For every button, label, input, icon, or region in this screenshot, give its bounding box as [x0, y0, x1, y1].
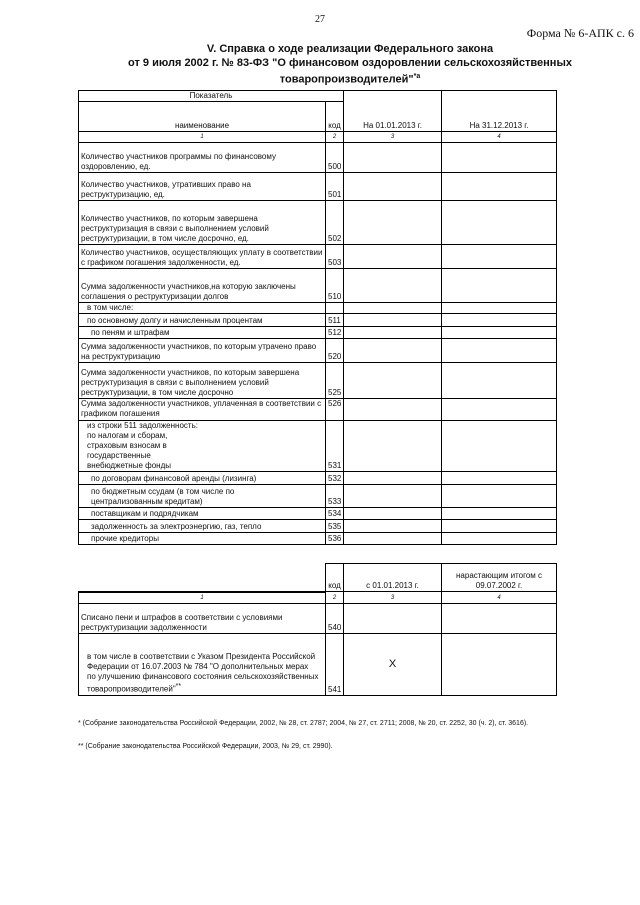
row-name: из строки 511 задолженность: по налогам и сборам, страховым взносам в государственные внебюджетные фонды: [79, 421, 326, 472]
title-line-2: от 9 июля 2002 г. № 83-ФЗ "О финансовом оздоровлении сельскохозяйственных: [128, 57, 572, 69]
value-cell[interactable]: [442, 472, 557, 485]
value-cell[interactable]: [344, 339, 442, 363]
column-number: 4: [442, 592, 557, 604]
value-cell[interactable]: [442, 508, 557, 520]
header-code: код: [326, 102, 344, 132]
row-name: по бюджетным ссудам (в том числе по централизованным кредитам): [79, 485, 326, 508]
title-note-mark: *а: [413, 73, 421, 80]
value-cell[interactable]: [442, 327, 557, 339]
row-name: Списано пени и штрафов в соответствии с условиями реструктуризации задолженности: [79, 603, 326, 633]
row-code: 536: [326, 533, 344, 545]
table-row: [79, 173, 557, 201]
row-name: прочие кредиторы: [79, 533, 326, 545]
table-row: [79, 269, 557, 303]
table-row: [79, 633, 557, 695]
value-cell[interactable]: [344, 143, 442, 173]
title-line-3: товаропроизводителей"$^{*а}$: [279, 73, 421, 86]
row-name: по пеням и штрафам: [79, 327, 326, 339]
table-row: [79, 603, 557, 633]
table-row: [79, 314, 557, 327]
value-cell[interactable]: [344, 269, 442, 303]
row-code: 502: [326, 201, 344, 245]
column-number: 1: [79, 592, 326, 604]
value-cell[interactable]: [344, 314, 442, 327]
row-code: 534: [326, 508, 344, 520]
row-code: 512: [326, 327, 344, 339]
row-code: 526: [326, 399, 344, 421]
header-col3: На 01.01.2013 г.: [344, 91, 442, 132]
footnote-1: * (Собрание законодательства Российской Федерации, 2002, № 28, ст. 2787; 2004, № 27, ст. 2711; 2008, № 20, ст. 2252, 30 (ч. 2), ст. 3616).: [78, 720, 529, 727]
table-row: [79, 399, 557, 421]
row-code: 541: [326, 633, 344, 695]
row-name: в том числе в соответствии с Указом Президента Российской Федерации от 16.07.2003 № 784 "О дополнительных мерах по улучшению финансового состояния сельскохозяйственных товаропроизводителей"**: [79, 633, 326, 695]
table-row: [79, 303, 557, 314]
value-cell[interactable]: [442, 363, 557, 399]
value-cell[interactable]: [442, 485, 557, 508]
value-cell[interactable]: [442, 421, 557, 472]
table-row: [79, 508, 557, 520]
value-cell[interactable]: [344, 508, 442, 520]
value-cell[interactable]: [344, 303, 442, 314]
value-cell[interactable]: [442, 245, 557, 269]
value-cell[interactable]: [344, 520, 442, 533]
value-cell[interactable]: [442, 633, 557, 695]
value-cell[interactable]: [442, 173, 557, 201]
row-code: 511: [326, 314, 344, 327]
row-name: Количество участников, осуществляющих уплату в соответствии с графиком погашения задолженности, ед.: [79, 245, 326, 269]
row-code: 520: [326, 339, 344, 363]
value-cell[interactable]: [344, 472, 442, 485]
value-cell[interactable]: [344, 327, 442, 339]
title-line-1: V. Справка о ходе реализации Федерального закона: [206, 43, 494, 55]
table-row: [79, 245, 557, 269]
value-cell[interactable]: [344, 485, 442, 508]
value-cell[interactable]: [442, 269, 557, 303]
value-cell[interactable]: [344, 173, 442, 201]
row-code: 501: [326, 173, 344, 201]
row-code: 500: [326, 143, 344, 173]
header-col4: На 31.12.2013 г.: [442, 91, 557, 132]
row-code: 525: [326, 363, 344, 399]
row-name: в том числе:: [79, 303, 326, 314]
value-cell[interactable]: [442, 201, 557, 245]
column-number: 1: [79, 132, 326, 143]
page-number: 27: [315, 14, 325, 25]
table-row: [79, 143, 557, 173]
row-name: задолженность за электроэнергию, газ, тепло: [79, 520, 326, 533]
row-note-mark: **: [175, 682, 182, 690]
table-row: [79, 201, 557, 245]
row-name: Сумма задолженности участников,на которую заключены соглашения о реструктуризации долгов: [79, 269, 326, 303]
header-code: код: [326, 564, 344, 592]
value-cell[interactable]: [344, 603, 442, 633]
footnote-2: ** (Собрание законодательства Российской Федерации, 2003, № 29, ст. 2990).: [78, 743, 333, 750]
row-code: 531: [326, 421, 344, 472]
column-number: 3: [344, 592, 442, 604]
column-number: 2: [326, 592, 344, 604]
indicators-table: [78, 90, 557, 545]
row-code: 540: [326, 603, 344, 633]
row-name: Сумма задолженности участников, по которым утрачено право на реструктуризацию: [79, 339, 326, 363]
value-cell[interactable]: [442, 339, 557, 363]
row-name: поставщикам и подрядчикам: [79, 508, 326, 520]
value-cell[interactable]: [344, 201, 442, 245]
table-row: [79, 485, 557, 508]
value-cell[interactable]: [344, 399, 442, 421]
value-cell[interactable]: [442, 143, 557, 173]
value-cell[interactable]: [442, 533, 557, 545]
row-code: 533: [326, 485, 344, 508]
value-cell[interactable]: [442, 314, 557, 327]
value-cell[interactable]: [344, 533, 442, 545]
column-number: 3: [344, 132, 442, 143]
column-number: 2: [326, 132, 344, 143]
row-name: по основному долгу и начисленным процентам: [79, 314, 326, 327]
table-row: [79, 520, 557, 533]
row-name: Сумма задолженности участников, уплаченная в соответствии с графиком погашения: [79, 399, 326, 421]
header-indicator: Показатель: [79, 91, 344, 102]
table-row: [79, 339, 557, 363]
value-cell[interactable]: [344, 421, 442, 472]
row-code: 532: [326, 472, 344, 485]
row-name: по договорам финансовой аренды (лизинга): [79, 472, 326, 485]
value-cell[interactable]: [344, 363, 442, 399]
penalties-table: [78, 563, 557, 696]
row-code: [326, 303, 344, 314]
row-code: 503: [326, 245, 344, 269]
row-name: Количество участников, утративших право на реструктуризацию, ед.: [79, 173, 326, 201]
header-name: наименование: [79, 102, 326, 132]
row-code: 535: [326, 520, 344, 533]
form-code: Форма № 6-АПК с. 6: [526, 26, 634, 40]
value-cell[interactable]: [442, 603, 557, 633]
table-row: [79, 327, 557, 339]
header-col3: с 01.01.2013 г.: [344, 564, 442, 592]
row-code: 510: [326, 269, 344, 303]
column-number: 4: [442, 132, 557, 143]
table-row: [79, 363, 557, 399]
value-cell[interactable]: [442, 399, 557, 421]
table-row: [79, 533, 557, 545]
table-row: [79, 472, 557, 485]
table-row: [79, 421, 557, 472]
header-col4: нарастающим итогом с 09.07.2002 г.: [442, 564, 557, 592]
value-cell[interactable]: [442, 520, 557, 533]
value-cell[interactable]: [442, 303, 557, 314]
value-cell[interactable]: [344, 245, 442, 269]
row-name: Сумма задолженности участников, по которым завершена реструктуризация в связи с выполнением условий реструктуризации, в том числе досрочно: [79, 363, 326, 399]
row-name: Количество участников программы по финансовому оздоровлению, ед.: [79, 143, 326, 173]
row-name: Количество участников, по которым завершена реструктуризация в связи с выполнением условий реструктуризации, в том числе досрочно, ед.: [79, 201, 326, 245]
value-cell-x-mark: X: [344, 633, 442, 695]
header-blank: [79, 564, 326, 592]
page-title: [100, 42, 600, 87]
